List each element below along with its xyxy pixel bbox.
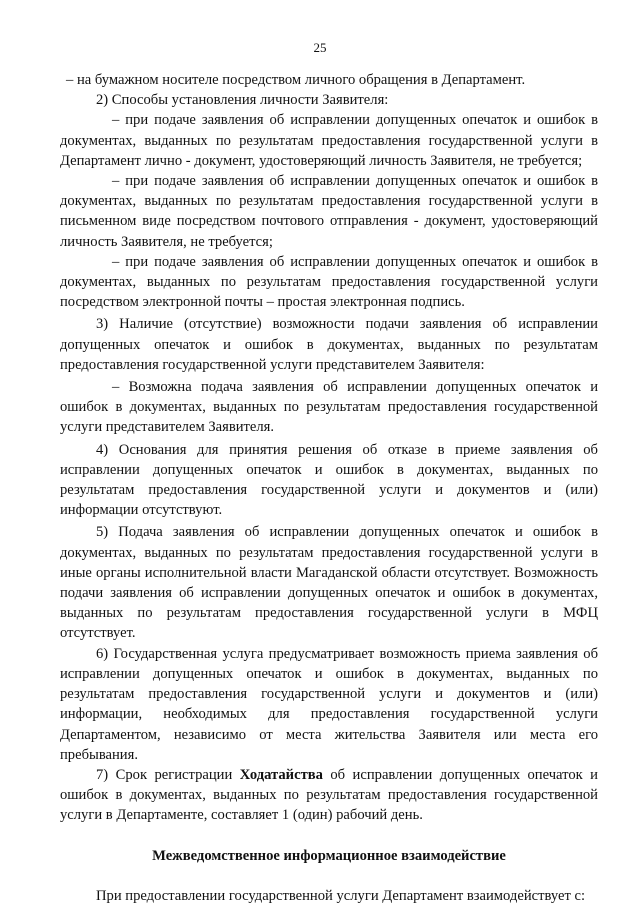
paragraph-identity-in-person: – при подаче заявления об исправлении допущенных опечаток и ошибок в документах, выданных по результатам предоставления государственной услуги в Департамент лично - документ, удостоверяющий личность Заявителя, не требуется; bbox=[60, 112, 598, 169]
document-body bbox=[60, 70, 598, 906]
paragraph-other-bodies: 5) Подача заявления об исправлении допущенных опечаток и ошибок в документах, выданных по результатам предоставления государственной услуги в иные органы исполнительной власти Магаданской области отсутствует. Возможность подачи заявления об исправлении допущенных опечаток и ошибок в документах, выданных по результатам предоставления государственной услуги в МФЦ отсутствует. bbox=[60, 524, 598, 642]
paragraph-representative-possibility: 3) Наличие (отсутствие) возможности подачи заявления об исправлении допущенных опечаток и ошибок в документах, выданных по результатам предоставления государственной услуги представителем Заявителя: bbox=[60, 316, 598, 373]
paragraph-identity-methods: 2) Способы установления личности Заявителя: bbox=[96, 92, 389, 109]
paragraph-registration-term bbox=[60, 765, 598, 826]
registration-term-prefix: 7) Срок регистрации bbox=[96, 766, 240, 783]
paragraph-interaction-intro: При предоставлении государственной услуги Департамент взаимодействует с: bbox=[96, 887, 586, 904]
paragraph-identity-by-mail: – при подаче заявления об исправлении допущенных опечаток и ошибок в документах, выданных по результатам предоставления государственной услуги в письменном виде посредством почтового отправления - документ, удостоверяющий личность Заявителя, не требуется; bbox=[60, 173, 598, 250]
section-heading: Межведомственное информационное взаимодействие bbox=[152, 847, 506, 864]
paragraph-refusal-grounds: 4) Основания для принятия решения об отказе в приеме заявления об исправлении допущенных опечаток и ошибок в документах, выданных по результатам предоставления государственной услуги и документов и (или) информации отсутствуют. bbox=[60, 441, 598, 519]
registration-term-suffix: об исправлении допущенных опечаток и ошибок в документах, выданных по результатам предоставления государственной услуги в Департаменте, составляет 1 (один) рабочий день. bbox=[60, 766, 598, 824]
page-number: 25 bbox=[313, 40, 327, 55]
registration-term-bold: Ходатайства bbox=[239, 766, 323, 783]
paragraph-representative-allowed: – Возможна подача заявления об исправлении допущенных опечаток и ошибок в документах, выданных по результатам предоставления государственной услуги представителем Заявителя. bbox=[60, 379, 598, 436]
paragraph-extraterritorial: 6) Государственная услуга предусматривает возможность приема заявления об исправлении допущенных опечаток и ошибок в документах, выданных по результатам предоставления государственной услуги и документов и (или) информации, необходимых для предоставления государственной услуги Департаментом, независимо от места жительства Заявителя или места его пребывания. bbox=[60, 645, 598, 763]
paragraph-identity-by-email: – при подаче заявления об исправлении допущенных опечаток и ошибок в документах, выданных по результатам предоставления государственной услуги посредством электронной почты – простая электронная подпись. bbox=[60, 253, 598, 311]
paragraph-paper-submission: – на бумажном носителе посредством личного обращения в Департамент. bbox=[66, 72, 526, 88]
